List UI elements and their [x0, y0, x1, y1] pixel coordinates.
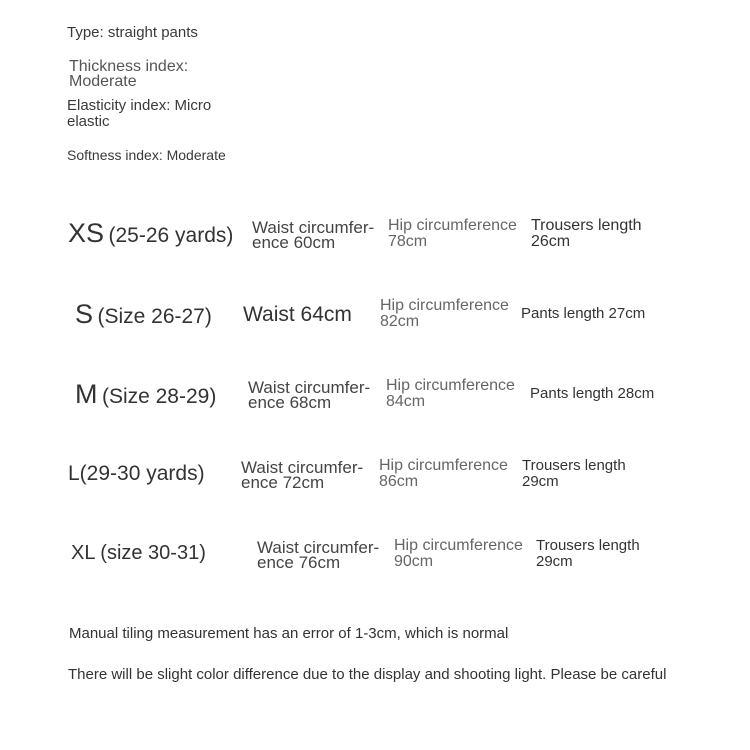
- size-row-m-label: [75, 379, 216, 410]
- size-letter: S: [75, 299, 94, 329]
- length-measurement: Trousers length 29cm: [536, 537, 640, 570]
- size-letter: XS: [68, 218, 105, 248]
- size-row-l-label: L(29-30 yards): [68, 462, 205, 485]
- waist-measurement: Waist circumfer-ence 60cm: [252, 218, 375, 252]
- hip-measurement: Hip circumference 86cm: [379, 457, 508, 490]
- length-measurement: Trousers length 26cm: [531, 217, 642, 250]
- length-measurement: Trousers length 29cm: [522, 457, 626, 490]
- hip-measurement: Hip circumference 82cm: [380, 297, 509, 330]
- type-attribute: Type: straight pants: [67, 24, 198, 41]
- size-range: (25-26 yards): [108, 224, 234, 247]
- waist-measurement: Waist circumfer-ence 68cm: [248, 378, 371, 412]
- size-row-xl-label: XL (size 30-31): [71, 542, 206, 564]
- size-row-s-label: [75, 299, 212, 330]
- size-range: (Size 28-29): [101, 385, 217, 408]
- softness-attribute: Softness index: Moderate: [67, 147, 226, 163]
- size-range: (Size 26-27): [97, 305, 212, 328]
- measurement-note: Manual tiling measurement has an error of 1-3cm, which is normal: [69, 625, 509, 642]
- hip-measurement: Hip circumference 90cm: [394, 537, 523, 570]
- waist-measurement: Waist circumfer-ence 76cm: [257, 538, 380, 572]
- hip-measurement: Hip circumference 78cm: [388, 217, 517, 250]
- waist-measurement: Waist 64cm: [243, 303, 352, 326]
- elasticity-attribute: Elasticity index: Micro elastic: [67, 97, 212, 130]
- hip-measurement: Hip circumference 84cm: [386, 377, 515, 410]
- waist-measurement: Waist circumfer-ence 72cm: [241, 458, 364, 492]
- size-row-xs-label: [68, 218, 233, 249]
- size-letter: M: [75, 379, 98, 409]
- length-measurement: Pants length 28cm: [530, 385, 655, 402]
- thickness-attribute: Thickness index: Moderate: [69, 58, 189, 90]
- length-measurement: Pants length 27cm: [521, 305, 646, 322]
- color-note: There will be slight color difference due to the display and shooting light. Please be careful: [68, 666, 667, 683]
